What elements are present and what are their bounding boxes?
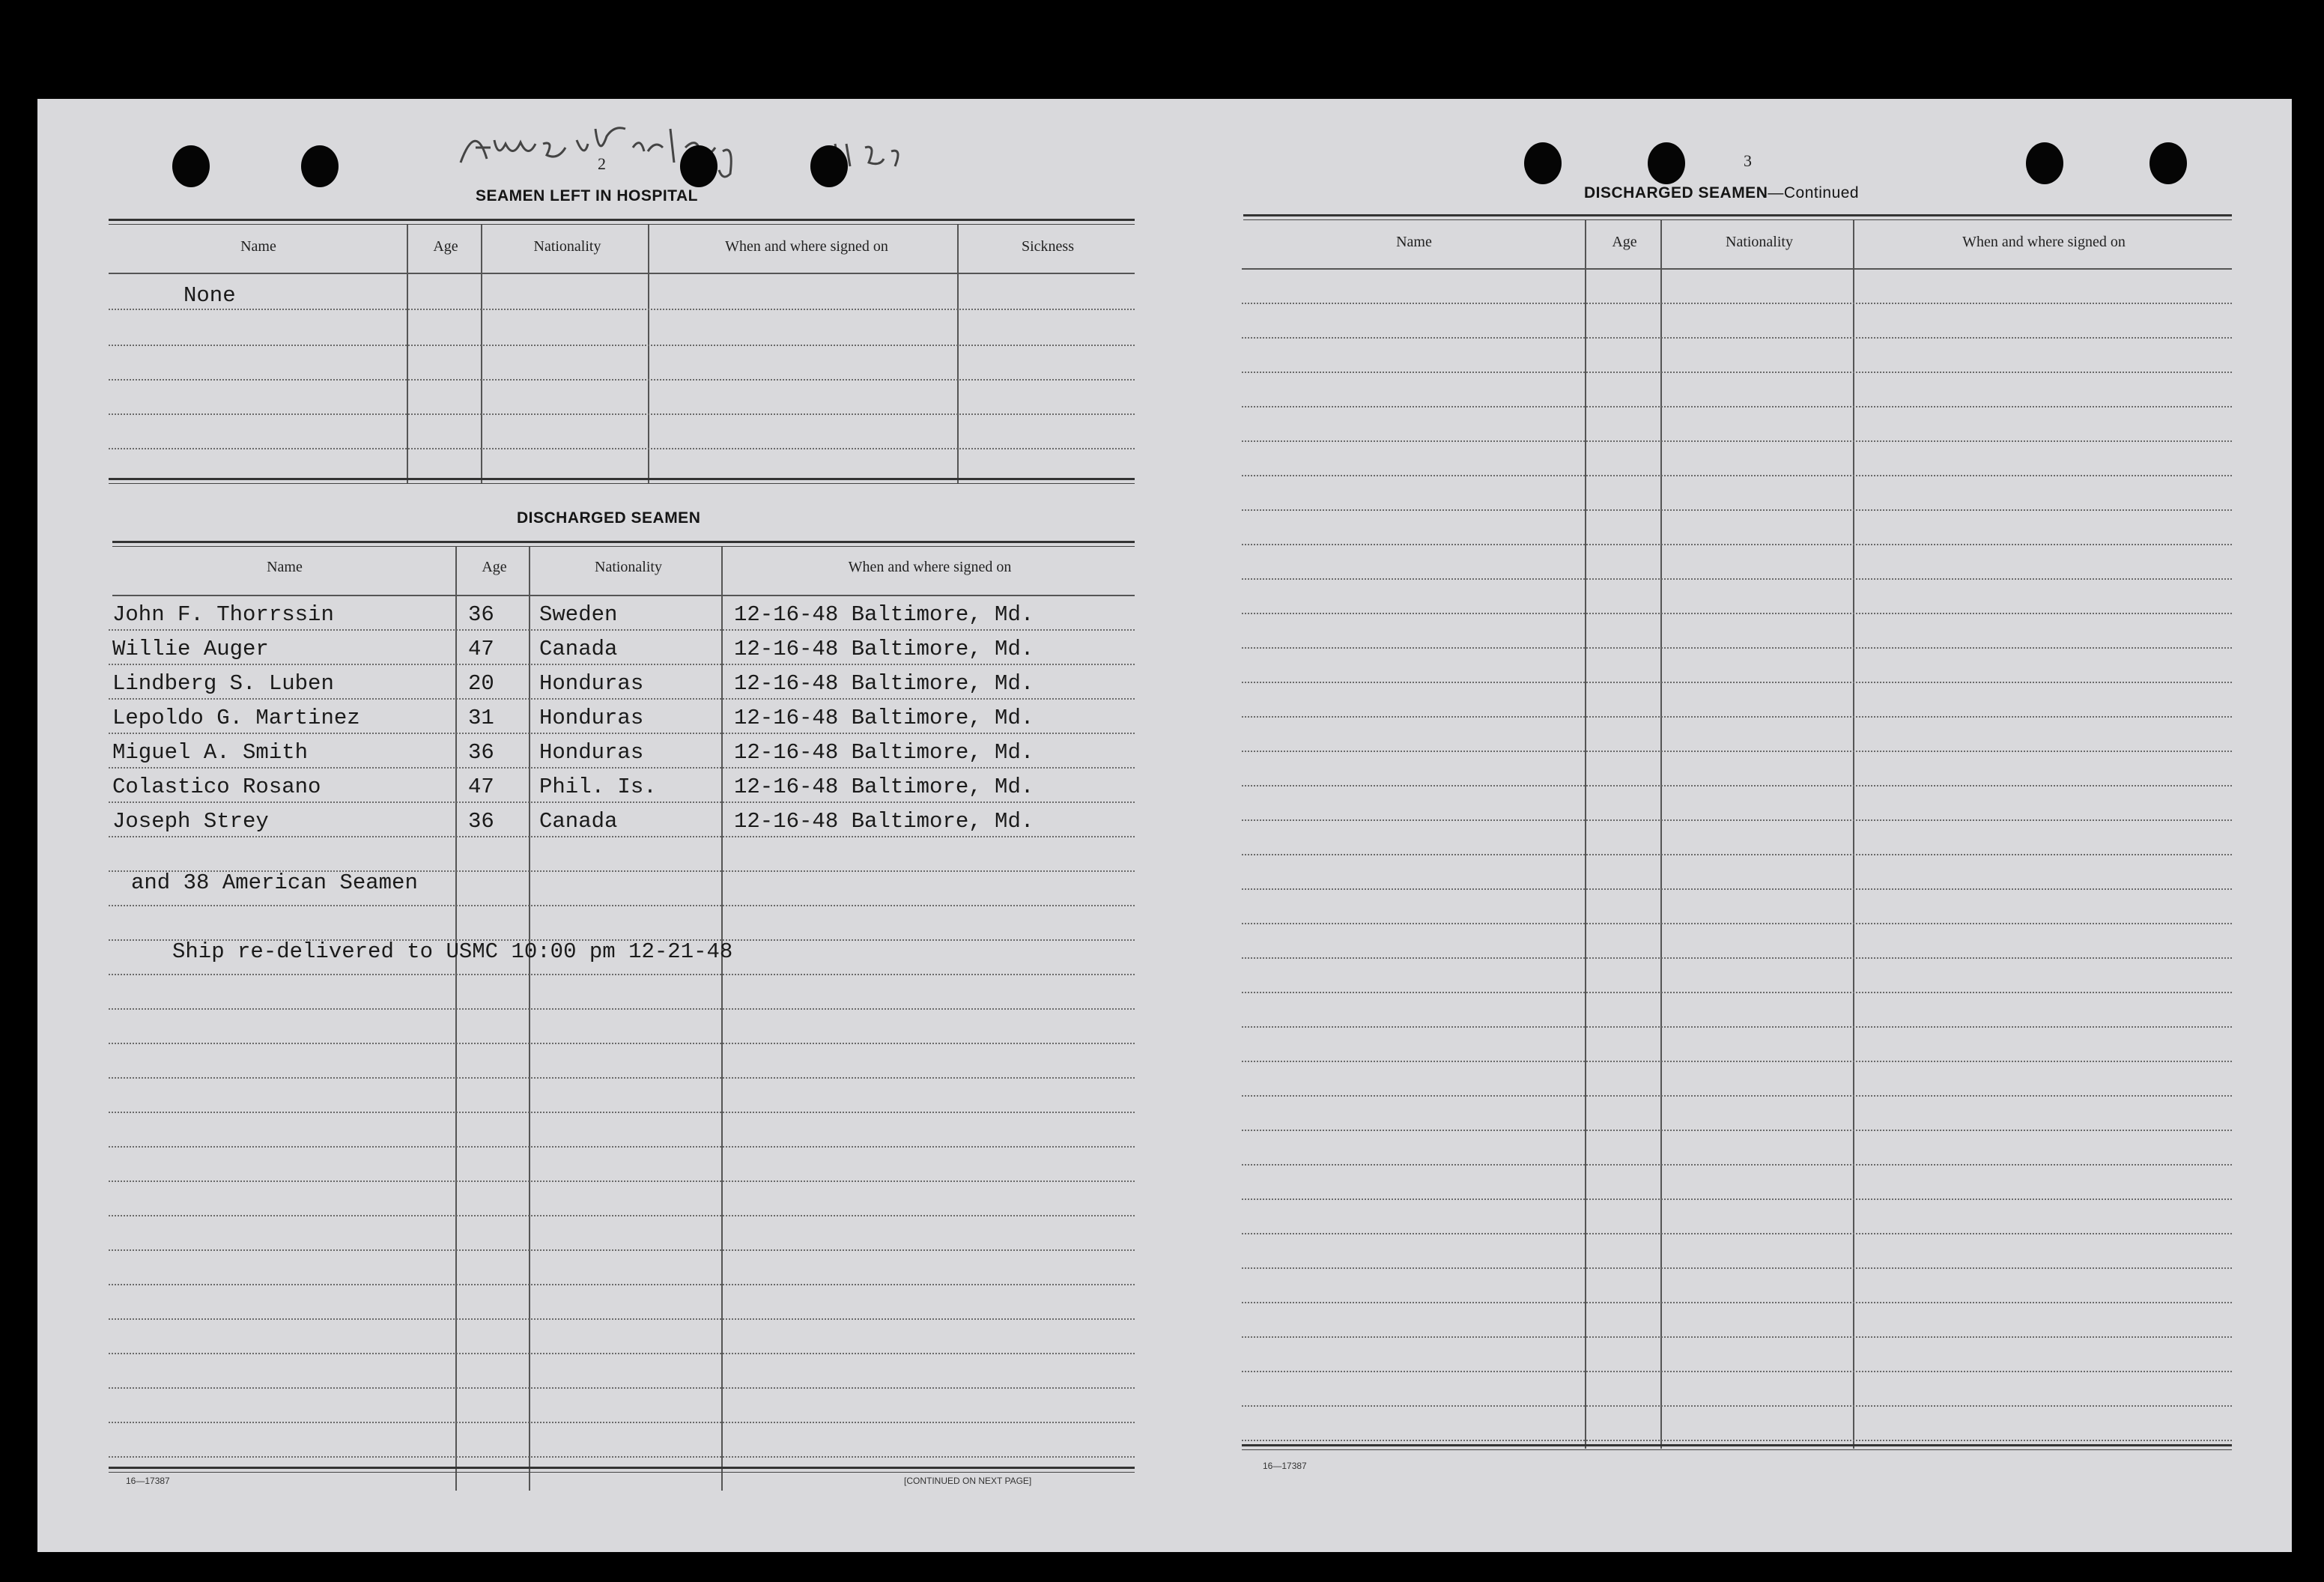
ruled-line xyxy=(109,767,1135,769)
ruled-line xyxy=(109,1146,1135,1148)
title-continued: —Continued xyxy=(1768,184,1860,201)
discharged-cell-name: Joseph Strey xyxy=(112,809,269,834)
ruled-line xyxy=(1242,1336,2232,1338)
ruled-line xyxy=(109,1077,1135,1079)
punch-hole xyxy=(172,145,210,187)
ruled-line xyxy=(109,1422,1135,1423)
discharged-title: DISCHARGED SEAMEN xyxy=(517,509,701,527)
discharged-cell-nationality: Honduras xyxy=(539,671,644,696)
punch-hole xyxy=(1524,142,1562,184)
punch-hole xyxy=(301,145,339,187)
ruled-line xyxy=(1242,1371,2232,1372)
discharged-cell-signed: 12-16-48 Baltimore, Md. xyxy=(734,602,1034,627)
col-header-signed-on: When and where signed on xyxy=(725,238,888,255)
ruled-line xyxy=(109,1215,1135,1216)
discharged-cell-nationality: Sweden xyxy=(539,602,618,627)
discharged-cell-signed: 12-16-48 Baltimore, Md. xyxy=(734,637,1034,661)
punch-hole xyxy=(2149,142,2187,184)
ruled-line xyxy=(109,1043,1135,1044)
form-sheet xyxy=(37,99,2292,1552)
title-bold: DISCHARGED SEAMEN xyxy=(1584,184,1768,201)
ruled-line xyxy=(1242,1405,2232,1407)
col-header-nationality: Nationality xyxy=(533,238,601,255)
ruled-line xyxy=(109,733,1135,734)
ruled-line xyxy=(1242,682,2232,683)
col-header-sickness: Sickness xyxy=(1022,238,1074,255)
note-american-seamen: and 38 American Seamen xyxy=(131,870,418,895)
ruled-line xyxy=(109,1353,1135,1354)
ruled-line xyxy=(109,629,1135,631)
ruled-line xyxy=(1242,888,2232,890)
ruled-line xyxy=(1242,1061,2232,1062)
discharged-cell-signed: 12-16-48 Baltimore, Md. xyxy=(734,740,1034,765)
discharged-cell-age: 36 xyxy=(468,740,494,765)
col-header-signed-on: When and where signed on xyxy=(848,559,1012,575)
discharged-cell-age: 47 xyxy=(468,637,494,661)
ruled-line xyxy=(1242,647,2232,649)
ruled-line xyxy=(1242,1130,2232,1131)
discharged-cell-age: 20 xyxy=(468,671,494,696)
discharged-cell-age: 31 xyxy=(468,706,494,730)
discharged-cell-name: Lindberg S. Luben xyxy=(112,671,334,696)
form-number: 16—17387 xyxy=(1263,1461,1307,1471)
ruled-line xyxy=(1242,854,2232,855)
col-header-name: Name xyxy=(1396,234,1432,250)
discharged-cell-name: John F. Thorrssin xyxy=(112,602,334,627)
ruled-line xyxy=(1242,1026,2232,1028)
ruled-line xyxy=(1242,785,2232,787)
punch-hole xyxy=(1648,142,1685,184)
ruled-line xyxy=(1242,613,2232,614)
discharged-cell-name: Colastico Rosano xyxy=(112,775,321,799)
col-header-name: Name xyxy=(240,238,276,255)
col-header-nationality: Nationality xyxy=(1726,234,1793,250)
ruled-line xyxy=(1242,509,2232,511)
ruled-line xyxy=(109,1387,1135,1389)
rule xyxy=(109,219,1135,225)
ruled-line xyxy=(1242,957,2232,959)
discharged-cell-name: Lepoldo G. Martinez xyxy=(112,706,360,730)
col-header-age: Age xyxy=(482,559,507,575)
punch-hole xyxy=(810,145,848,187)
ruled-line xyxy=(1242,1095,2232,1097)
ruled-line xyxy=(1242,1267,2232,1269)
discharged-cell-signed: 12-16-48 Baltimore, Md. xyxy=(734,775,1034,799)
ruled-line xyxy=(1242,1302,2232,1303)
ruled-line xyxy=(109,1112,1135,1113)
ruled-line xyxy=(1242,1233,2232,1234)
discharged-cell-name: Willie Auger xyxy=(112,637,269,661)
ruled-line xyxy=(1242,751,2232,752)
ruled-line xyxy=(1242,303,2232,304)
discharged-cell-name: Miguel A. Smith xyxy=(112,740,309,765)
page-number: 2 xyxy=(598,154,606,173)
continued-note: [CONTINUED ON NEXT PAGE] xyxy=(904,1476,1032,1486)
discharged-cell-nationality: Honduras xyxy=(539,740,644,765)
ruled-line xyxy=(109,698,1135,700)
discharged-continued-title xyxy=(1584,184,1859,202)
ruled-line xyxy=(1242,372,2232,373)
hospital-title: SEAMEN LEFT IN HOSPITAL xyxy=(476,187,698,204)
col-header-name: Name xyxy=(267,559,303,575)
ruled-line xyxy=(109,801,1135,803)
note-ship-redelivered: Ship re-delivered to USMC 10:00 pm 12-21-48 xyxy=(172,939,733,964)
ruled-line xyxy=(1242,1198,2232,1200)
discharged-cell-nationality: Canada xyxy=(539,809,618,834)
ruled-line xyxy=(109,836,1135,837)
punch-hole xyxy=(2026,142,2063,184)
ruled-line xyxy=(1242,440,2232,442)
discharged-cell-age: 36 xyxy=(468,809,494,834)
col-header-signed-on: When and where signed on xyxy=(1962,234,2126,250)
ruled-line xyxy=(109,1008,1135,1010)
ruled-line xyxy=(109,905,1135,906)
ruled-line xyxy=(109,1181,1135,1182)
col-header-age: Age xyxy=(1612,234,1637,250)
discharged-cell-nationality: Honduras xyxy=(539,706,644,730)
form-number: 16—17387 xyxy=(126,1476,170,1486)
ruled-line xyxy=(1242,716,2232,718)
ruled-line xyxy=(1242,992,2232,993)
discharged-cell-age: 36 xyxy=(468,602,494,627)
ruled-line xyxy=(109,1318,1135,1320)
ruled-line xyxy=(1242,819,2232,821)
col-header-nationality: Nationality xyxy=(595,559,662,575)
ruled-line xyxy=(1242,1164,2232,1166)
ruled-line xyxy=(109,1249,1135,1251)
ruled-line xyxy=(1242,475,2232,476)
ruled-line xyxy=(1242,923,2232,924)
ruled-line xyxy=(109,664,1135,665)
ruled-line xyxy=(1242,544,2232,545)
ruled-line xyxy=(1242,578,2232,580)
ruled-line xyxy=(1242,406,2232,407)
ruled-line xyxy=(109,1456,1135,1458)
punch-hole xyxy=(680,145,717,187)
col-header-age: Age xyxy=(433,238,458,255)
page-number: 3 xyxy=(1744,151,1752,170)
ruled-line xyxy=(109,974,1135,975)
discharged-cell-age: 47 xyxy=(468,775,494,799)
discharged-cell-signed: 12-16-48 Baltimore, Md. xyxy=(734,671,1034,696)
ruled-line xyxy=(109,1284,1135,1285)
discharged-cell-signed: 12-16-48 Baltimore, Md. xyxy=(734,809,1034,834)
ruled-line xyxy=(1242,337,2232,339)
hospital-entry: None xyxy=(183,283,236,308)
discharged-cell-signed: 12-16-48 Baltimore, Md. xyxy=(734,706,1034,730)
discharged-cell-nationality: Phil. Is. xyxy=(539,775,657,799)
ruled-line xyxy=(1242,1440,2232,1441)
discharged-cell-nationality: Canada xyxy=(539,637,618,661)
